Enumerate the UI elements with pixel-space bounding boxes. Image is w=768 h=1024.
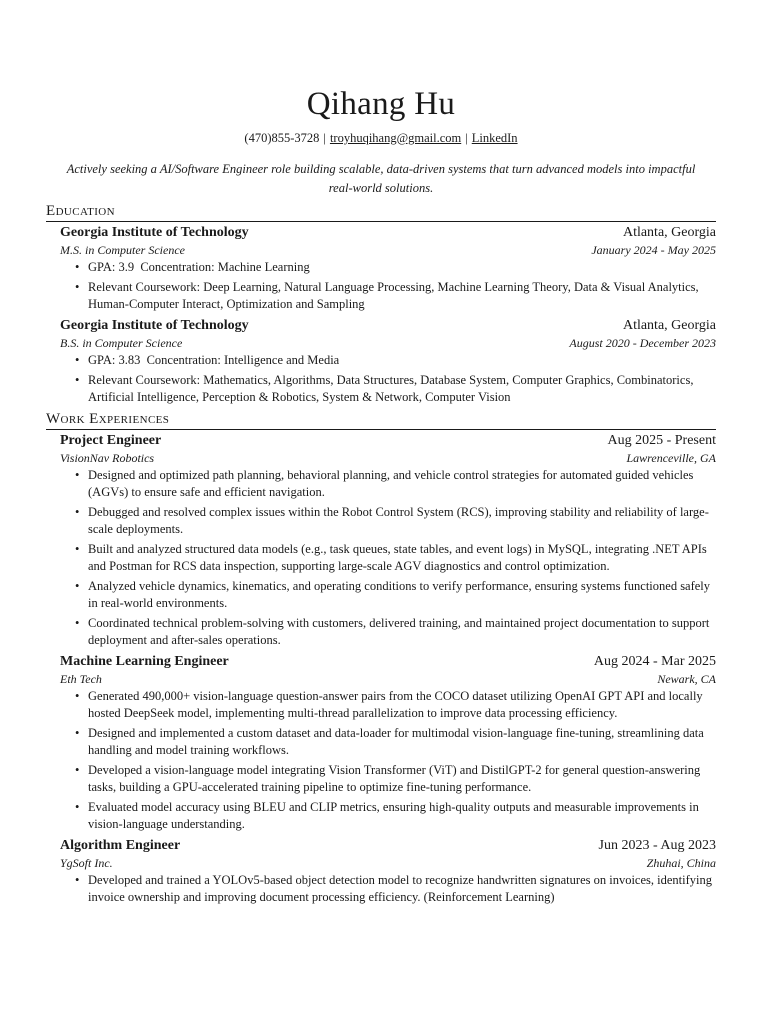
list-item: • Relevant Coursework: Mathematics, Algorithms, Data Structures, Database System, Computer Graphics, Combinatorics, Artificial Intelligence, Perception & Robotics, System & Network, Computer Vision [88,372,716,406]
job-dates: Aug 2025 - Present [607,433,716,448]
job-entry [46,431,716,649]
education-dates: January 2024 - May 2025 [591,243,716,257]
job-responsibilities [60,467,716,649]
list-item: • Developed and trained a YOLOv5-based object detection model to recognize handwritten signatures on invoices, identifying invoice ownership and improving document processing efficiency. (Reinforcement Learning) [88,872,716,906]
job-location: Newark, CA [657,672,716,686]
phone-number: (470)855-3728 [244,131,320,145]
list-item: • Analyzed vehicle dynamics, kinematics, and operating conditions to verify performance, ensuring systems functioned safely in real-world environments. [88,578,716,612]
school-location: Atlanta, Georgia [622,225,716,240]
job-dates: Jun 2023 - Aug 2023 [598,838,716,853]
job-responsibilities [60,872,716,906]
education-entry [46,316,716,406]
experience-section-title: Work Experiences [46,410,716,430]
education-section [46,202,716,406]
job-title: Project Engineer [60,433,162,448]
list-item: • Evaluated model accuracy using BLEU and CLIP metrics, ensuring high-quality outputs and measurable improvements in vision-language understanding. [88,799,716,833]
contact-separator: | [465,131,468,145]
education-entry [46,223,716,313]
company-name: Eth Tech [60,672,102,686]
job-title: Machine Learning Engineer [60,654,229,669]
list-item: • Debugged and resolved complex issues within the Robot Control System (RCS), improving stability and reliability of large-scale deployments. [88,504,716,538]
job-location: Lawrenceville, GA [626,451,716,465]
company-name: VisionNav Robotics [60,451,155,465]
education-section-title: Education [46,202,716,222]
job-responsibilities [60,688,716,833]
job-entry [46,836,716,906]
contact-separator: | [323,131,326,145]
experience-section [46,410,716,906]
list-item: • Generated 490,000+ vision-language question-answer pairs from the COCO dataset utilizing OpenAI GPT API and locally hosted DeepSeek model, implementing multi-thread parallelization to improve data processing efficiency. [88,688,716,722]
linkedin-link[interactable]: LinkedIn [471,131,518,145]
education-dates: August 2020 - December 2023 [569,336,716,350]
list-item: • Designed and implemented a custom dataset and data-loader for multimodal vision-language fine-tuning, streamlining data handling and model training workflows. [88,725,716,759]
job-title: Algorithm Engineer [60,838,181,853]
degree: M.S. in Computer Science [60,243,185,257]
job-dates: Aug 2024 - Mar 2025 [593,654,716,669]
objective-statement: Actively seeking a AI/Software Engineer role building scalable, data-driven systems that turn advanced models into impactful real-world solutions. [66,162,696,195]
list-item: • Designed and optimized path planning, behavioral planning, and vehicle control strategies for automated guided vehicles (AGVs) to ensure safe and efficient navigation. [88,467,716,501]
list-item: • GPA: 3.9 Concentration: Machine Learning [88,259,716,276]
job-location: Zhuhai, China [646,856,716,870]
email-link[interactable]: troyhuqihang@gmail.com [329,131,462,145]
list-item: • GPA: 3.83 Concentration: Intelligence and Media [88,352,716,369]
candidate-name: Qihang Hu [306,86,456,122]
list-item: • Coordinated technical problem-solving with customers, delivered training, and maintained project documentation to support deployment and after-sales operations. [88,615,716,649]
contact-line [46,130,716,146]
school-location: Atlanta, Georgia [622,318,716,333]
school-name: Georgia Institute of Technology [60,225,249,240]
education-details [60,352,716,406]
list-item: • Developed a vision-language model integrating Vision Transformer (ViT) and DistilGPT-2 for general question-answering tasks, building a GPU-accelerated training pipeline to optimize fine-tuning performance. [88,762,716,796]
company-name: YgSoft Inc. [60,856,113,870]
resume-page [46,84,716,909]
list-item: • Built and analyzed structured data models (e.g., task queues, state tables, and event logs) in MySQL, integrating .NET APIs and Postman for RCS data inspection, supporting large-scale AGV diagnostics and control optimization. [88,541,716,575]
school-name: Georgia Institute of Technology [60,318,249,333]
list-item: • Relevant Coursework: Deep Learning, Natural Language Processing, Machine Learning Theory, Data & Visual Analytics, Human-Computer Interact, Optimization and Sampling [88,279,716,313]
job-entry [46,652,716,833]
education-details [60,259,716,313]
degree: B.S. in Computer Science [60,336,183,350]
